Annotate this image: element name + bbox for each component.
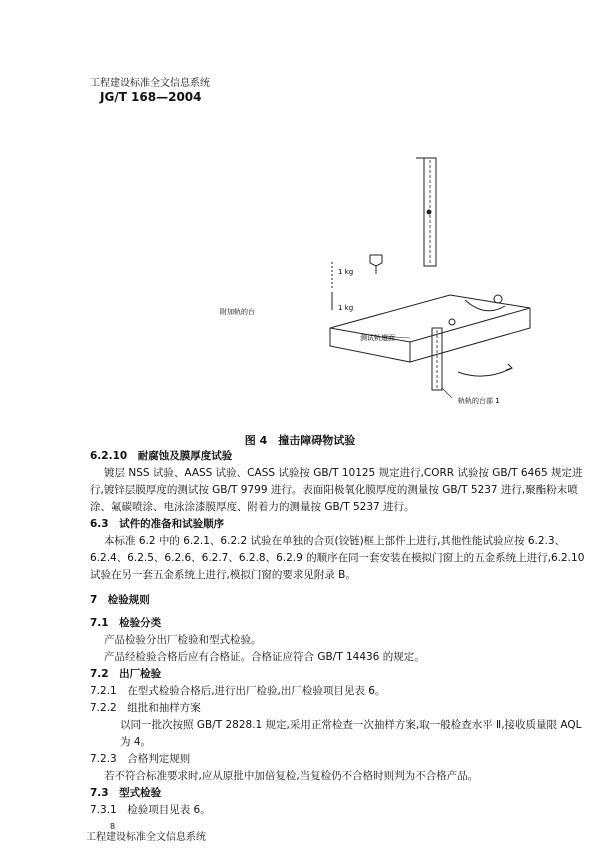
paragraph: 产品经检验合格后应有合格证。合格证应符合 GB/T 14436 的规定。 [104,651,425,663]
paragraph: 产品检验分出厂检验和型式检验。 [104,634,262,646]
section-heading: 7.1 检验分类 [90,617,162,629]
paragraph: 若不符合标准要求时,应从原批中加倍复检,当复检仍不合格时则判为不合格产品。 [104,770,479,782]
subsection-line: 7.2.1 在型式检验合格后,进行出厂检验,出厂检验项目见表 6。 [90,685,386,697]
impact-ball [427,210,431,214]
header-system-name: 工程建设标准全文信息系统 [90,78,210,89]
weight-label-2: 1 kg [338,304,354,312]
figure-caption: 图 4 撞击障碍物试验 [244,434,356,447]
test-part-label: 测试轨道面 [360,334,395,342]
weight-label-1: 1 kg [338,268,354,276]
subsection-line: 7.2.3 合格判定规则 [90,753,191,765]
section-heading: 6.3 试件的准备和试验顺序 [90,518,225,530]
impact-test-figure [200,150,540,410]
frame-part-label: 附加轨的台 [220,308,255,316]
document-body [90,448,590,819]
header-standard-number: JG/T 168—2004 [100,90,202,104]
section-heading: 7.2 出厂检验 [90,668,162,680]
chapter-heading: 7 检验规则 [90,594,150,606]
subsection-line: 7.2.2 组批和抽样方案 [90,702,201,714]
subsection-line: 7.3.1 检验项目见表 6。 [90,804,211,816]
page-number: 8 [110,822,116,831]
paragraph: 本标准 6.2 中的 6.2.1、6.2.2 试验在单独的合页(铰链)框上部件上进行,其他性能试验应按 6.2.3、6.2.4、6.2.5、6.2.6、6.2.7、6.2.8、6.2.9 的顺序在同一套安装在模拟门窗上的五金系统上进行,6.2.10 试验在另一套五金系统上进行,模拟门窗的要求见附录 B。 [90,535,585,581]
footer-system-name: 工程建设标准全文信息系统 [86,832,206,843]
section-heading: 6.2.10 耐腐蚀及膜厚度试验 [90,450,233,462]
bottom-part-label: 轨轨的台部 1 [458,397,500,405]
footer [86,822,206,843]
section-heading: 7.3 型式检验 [90,787,162,799]
paragraph: 镀层 NSS 试验、AASS 试验、CASS 试验按 GB/T 10125 规定进行,CORR 试验按 GB/T 6465 规定进行,镀锌层膜厚度的测试按 GB/T 9799 进行。表面阳极氧化膜厚度的测量按 GB/T 5237 进行,聚酯粉末喷涂、氟碳喷涂、电泳涂漆膜厚度、附着力的测量按 GB/T 5237 进行。 [90,467,583,513]
weight-block [370,255,382,266]
paragraph: 以同一批次按照 GB/T 2828.1 规定,采用正常检查一次抽样方案,取一般检查水平 Ⅱ,接收质量限 AQL 为 4。 [120,719,582,748]
